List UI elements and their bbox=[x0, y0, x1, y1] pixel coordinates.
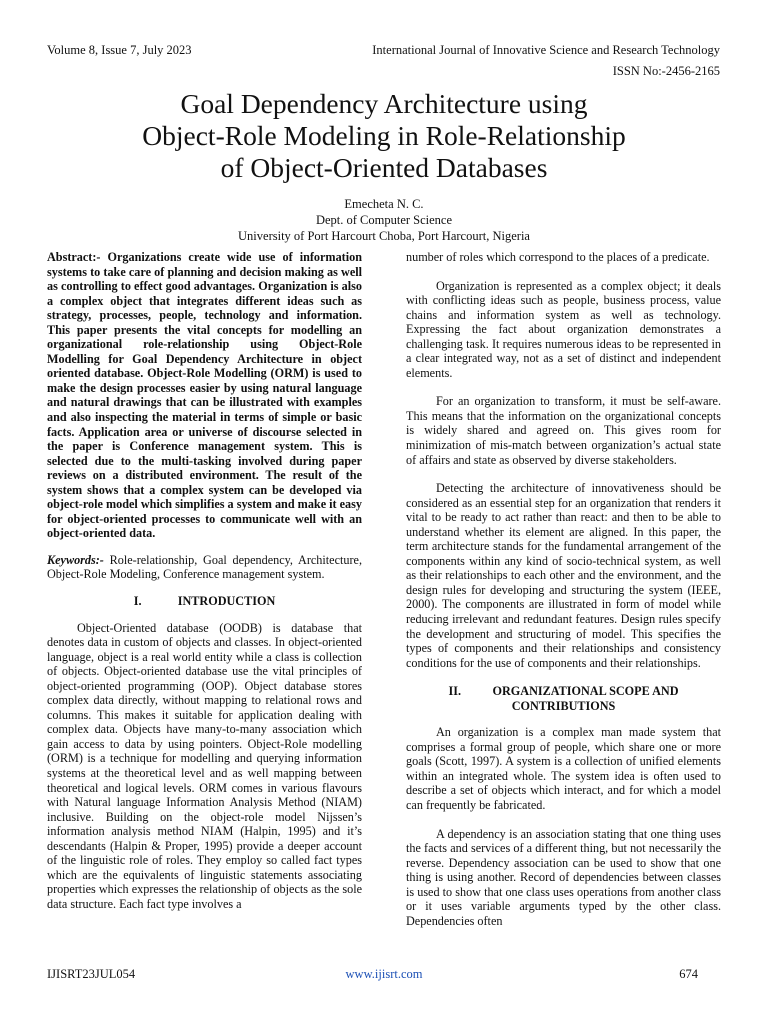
title-line-3: of Object-Oriented Databases bbox=[220, 152, 548, 183]
journal-name: International Journal of Innovative Science and Research Technology bbox=[372, 43, 720, 57]
journal-url-link[interactable]: www.ijisrt.com bbox=[345, 967, 423, 981]
paper-title bbox=[60, 88, 708, 184]
paragraph: A dependency is an association stating that one thing uses the facts and services of a different thing, but not necessarily the reverse. Dependency association can be used to show that one thing is using another. Record of dependencies between classes is used to show that one class uses operations from another class or it uses variable arguments typed by the other class. Dependencies often bbox=[406, 826, 721, 928]
section-heading-organizational-scope bbox=[406, 684, 721, 713]
author-dept: Dept. of Computer Science bbox=[315, 213, 453, 227]
paragraph: For an organization to transform, it must be self-aware. This means that the information on the organizational concepts is widely shared and agreed on. This gives room for minimization of mis-match between organization’s actual state of affairs and state as observed by diverse stakeholders. bbox=[406, 394, 721, 467]
left-column bbox=[47, 250, 362, 925]
section-heading-introduction bbox=[47, 594, 362, 609]
keywords bbox=[47, 553, 362, 582]
keywords-text: Role-relationship, Goal dependency, Architecture, Object-Role Modeling, Conference management system. bbox=[47, 552, 362, 582]
paragraph: Detecting the architecture of innovativeness should be considered as an essential step for an organization that renders it vital to be ready to act rather than react: and then to be able to understand whether its element are aligned. In this paper, the term architecture stands for the fundamental arrangement of the components within any kind of socio-technical system, as well as their relationships to each other and the environment, and the design rules for developing and structuring the system (IEEE, 2000). The components are illustrated in form of model while reducing irrelevant and redundant features. Design rules specify the development and structuring of model. This specifies the types of components and their relationships and consistency conditions for the use of components and their relationships. bbox=[406, 481, 721, 670]
abstract-text: :- Organizations create wide use of information systems to take care of planning and decision making as well as controlling to effect good advantages. Organization is also a complex object that integrates different ideas such as strategy, processes, people, technology and information. This paper presents the vital concepts for modelling an organizational role-relationship using Object-Role Modelling for Goal Dependency Architecture in object oriented database. Object-Role Modelling (ORM) is used to make the design processes easier by using natural language and natural drawings that can be illustrated with examples and also inspecting the material in terms of simple or basic facts. Application area or universe of discourse selected in the paper is Conference management system. This is selected due to the multi-tasking involved during paper reviews on a distributed environment. The result of the system shows that a complex system can be developed via object-role model which simplifies a system and make it easy for object-oriented processes to communicate well with an object-oriented data. bbox=[47, 250, 362, 541]
paragraph: Organization is represented as a complex object; it deals with conflicting ideas such as people, business process, value chains and information system as well as technology. Expressing the fact about organization demonstrates a challenging task. It requires numerous ideas to be represented in a clear integrated way, not as a set of distinct and independent elements. bbox=[406, 278, 721, 380]
right-column bbox=[406, 250, 721, 942]
page-number: 674 bbox=[679, 967, 698, 981]
title-line-2: Object-Role Modeling in Role-Relationship bbox=[142, 120, 626, 151]
title-line-1: Goal Dependency Architecture using bbox=[180, 88, 588, 119]
section-title: INTRODUCTION bbox=[177, 594, 276, 609]
paper-code: IJISRT23JUL054 bbox=[47, 967, 136, 981]
abstract-label: Abstract bbox=[47, 250, 93, 264]
author-affiliation: University of Port Harcourt Choba, Port Harcourt, Nigeria bbox=[238, 229, 530, 243]
abstract bbox=[47, 250, 362, 541]
section-number: I. bbox=[133, 594, 142, 609]
author-name: Emecheta N. C. bbox=[344, 197, 424, 211]
paragraph: An organization is a complex man made system that comprises a formal group of people, which share one or more goals (Scott, 1997). A system is a collection of unified elements within an integrated whole. The system idea is often used to describe a set of objects which interact, and for which a model can frequently be fabricated. bbox=[406, 725, 721, 812]
section-title: ORGANIZATIONAL SCOPE AND CONTRIBUTIONS bbox=[492, 684, 679, 713]
issn: ISSN No:-2456-2165 bbox=[612, 64, 720, 78]
paragraph: Object-Oriented database (OODB) is database that denotes data in custom of objects and classes. In object-oriented language, object is a real world entity while a class is collection of objects. Object-oriented database use the vital principles of object-oriented programming (OOP). Object database stores complex data directly, without mapping to relational rows and columns. This makes it suitable for application dealing with complex data. Objects have many-to-many association which gain access to data by using pointers. Object-Role modelling (ORM) is a technique for modelling and querying information systems at the theoretical level and as well mapping between theoretical and logical levels. ORM comes in various flavours with Natural language Information Analysis Method (NIAM) inclusive. Building on the object-role model Nijssen’s information analysis method NIAM (Halpin, 1995) and it’s descendants (Halpin & Proper, 1995) provide a deeper account of the linguistic role of roles. They employ so called fact types which are the equivalents of linguistic statements associating properties which expresses the relationship of objects as the sole data structure. Each fact type involves a bbox=[47, 620, 362, 911]
volume-issue: Volume 8, Issue 7, July 2023 bbox=[47, 43, 192, 57]
keywords-label: Keywords:- bbox=[47, 552, 104, 567]
author-block bbox=[60, 196, 708, 244]
paragraph: number of roles which correspond to the places of a predicate. bbox=[406, 250, 710, 264]
section-number: II. bbox=[448, 684, 462, 699]
